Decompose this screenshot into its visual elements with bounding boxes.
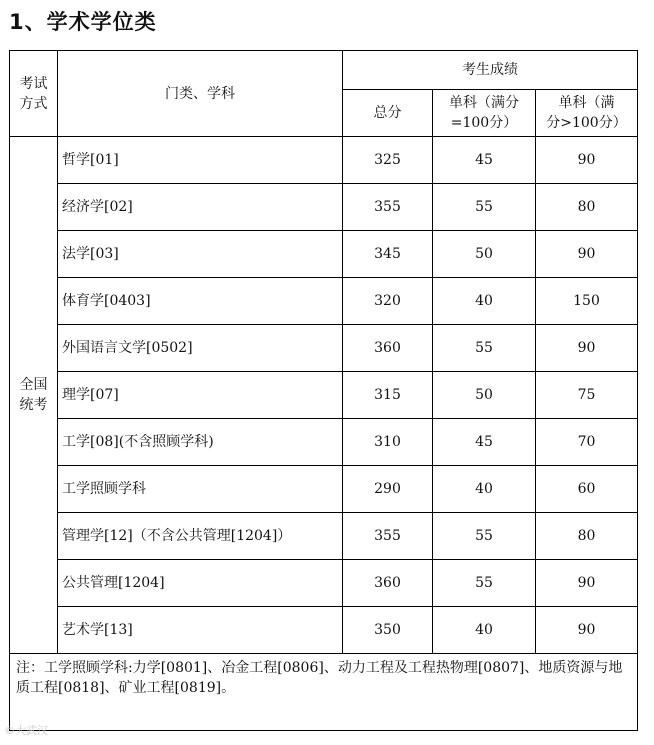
table-row [10,419,638,466]
total-score-cell: 355 [343,513,433,560]
single-100-cell: 45 [433,137,536,184]
subject-cell: 管理学[12]（不含公共管理[1204]） [58,513,343,560]
exam-method-cell: 全国 统考 [10,137,58,654]
subject-cell: 体育学[0403] [58,278,343,325]
total-score-cell: 325 [343,137,433,184]
subject-cell: 工学照顾学科 [58,466,343,513]
table-row [10,560,638,607]
single-100-cell: 40 [433,466,536,513]
single-gt100-cell: 90 [536,325,638,372]
single-gt100-cell: 150 [536,278,638,325]
subject-cell: 外国语言文学[0502] [58,325,343,372]
total-score-cell: 360 [343,560,433,607]
table-row [10,278,638,325]
single-100-cell: 50 [433,231,536,278]
total-score-cell: 345 [343,231,433,278]
single-100-cell: 50 [433,372,536,419]
table-row [10,325,638,372]
page-title: 1、学术学位类 [9,10,157,34]
subject-cell: 理学[07] [58,372,343,419]
header-single-gt100: 单科（满 分>100分） [536,90,638,137]
total-score-cell: 360 [343,325,433,372]
subject-cell: 经济学[02] [58,184,343,231]
header-category: 门类、学科 [58,51,343,137]
total-score-cell: 320 [343,278,433,325]
single-100-cell: 55 [433,184,536,231]
total-score-cell: 355 [343,184,433,231]
single-gt100-cell: 75 [536,372,638,419]
subject-cell: 工学[08](不含照顾学科) [58,419,343,466]
single-gt100-cell: 90 [536,231,638,278]
single-100-cell: 55 [433,560,536,607]
total-score-cell: 315 [343,372,433,419]
single-100-cell: 40 [433,607,536,654]
single-gt100-cell: 70 [536,419,638,466]
total-score-cell: 310 [343,419,433,466]
watermark: ©大武汉 [4,724,48,737]
table-row [10,137,638,184]
table-row [10,513,638,560]
single-gt100-cell: 60 [536,466,638,513]
header-total: 总分 [343,90,433,137]
single-gt100-cell: 90 [536,607,638,654]
header-single-100: 单科（满分 =100分） [433,90,536,137]
single-100-cell: 55 [433,513,536,560]
score-table [9,50,638,731]
header-exam-method: 考试 方式 [10,51,58,137]
total-score-cell: 290 [343,466,433,513]
subject-cell: 法学[03] [58,231,343,278]
single-gt100-cell: 90 [536,137,638,184]
subject-cell: 哲学[01] [58,137,343,184]
table-row [10,231,638,278]
single-100-cell: 55 [433,325,536,372]
table-row [10,184,638,231]
table-row [10,372,638,419]
table-body [10,137,638,654]
table-row [10,607,638,654]
total-score-cell: 350 [343,607,433,654]
subject-cell: 艺术学[13] [58,607,343,654]
header-scores: 考生成绩 [343,51,638,90]
table-row [10,466,638,513]
single-gt100-cell: 80 [536,184,638,231]
footnote: 注：工学照顾学科:力学[0801]、冶金工程[0806]、动力工程及工程热物理[0807]、地质资源与地质工程[0818]、矿业工程[0819]。 [10,654,638,731]
single-100-cell: 45 [433,419,536,466]
single-gt100-cell: 80 [536,513,638,560]
single-gt100-cell: 90 [536,560,638,607]
subject-cell: 公共管理[1204] [58,560,343,607]
single-100-cell: 40 [433,278,536,325]
